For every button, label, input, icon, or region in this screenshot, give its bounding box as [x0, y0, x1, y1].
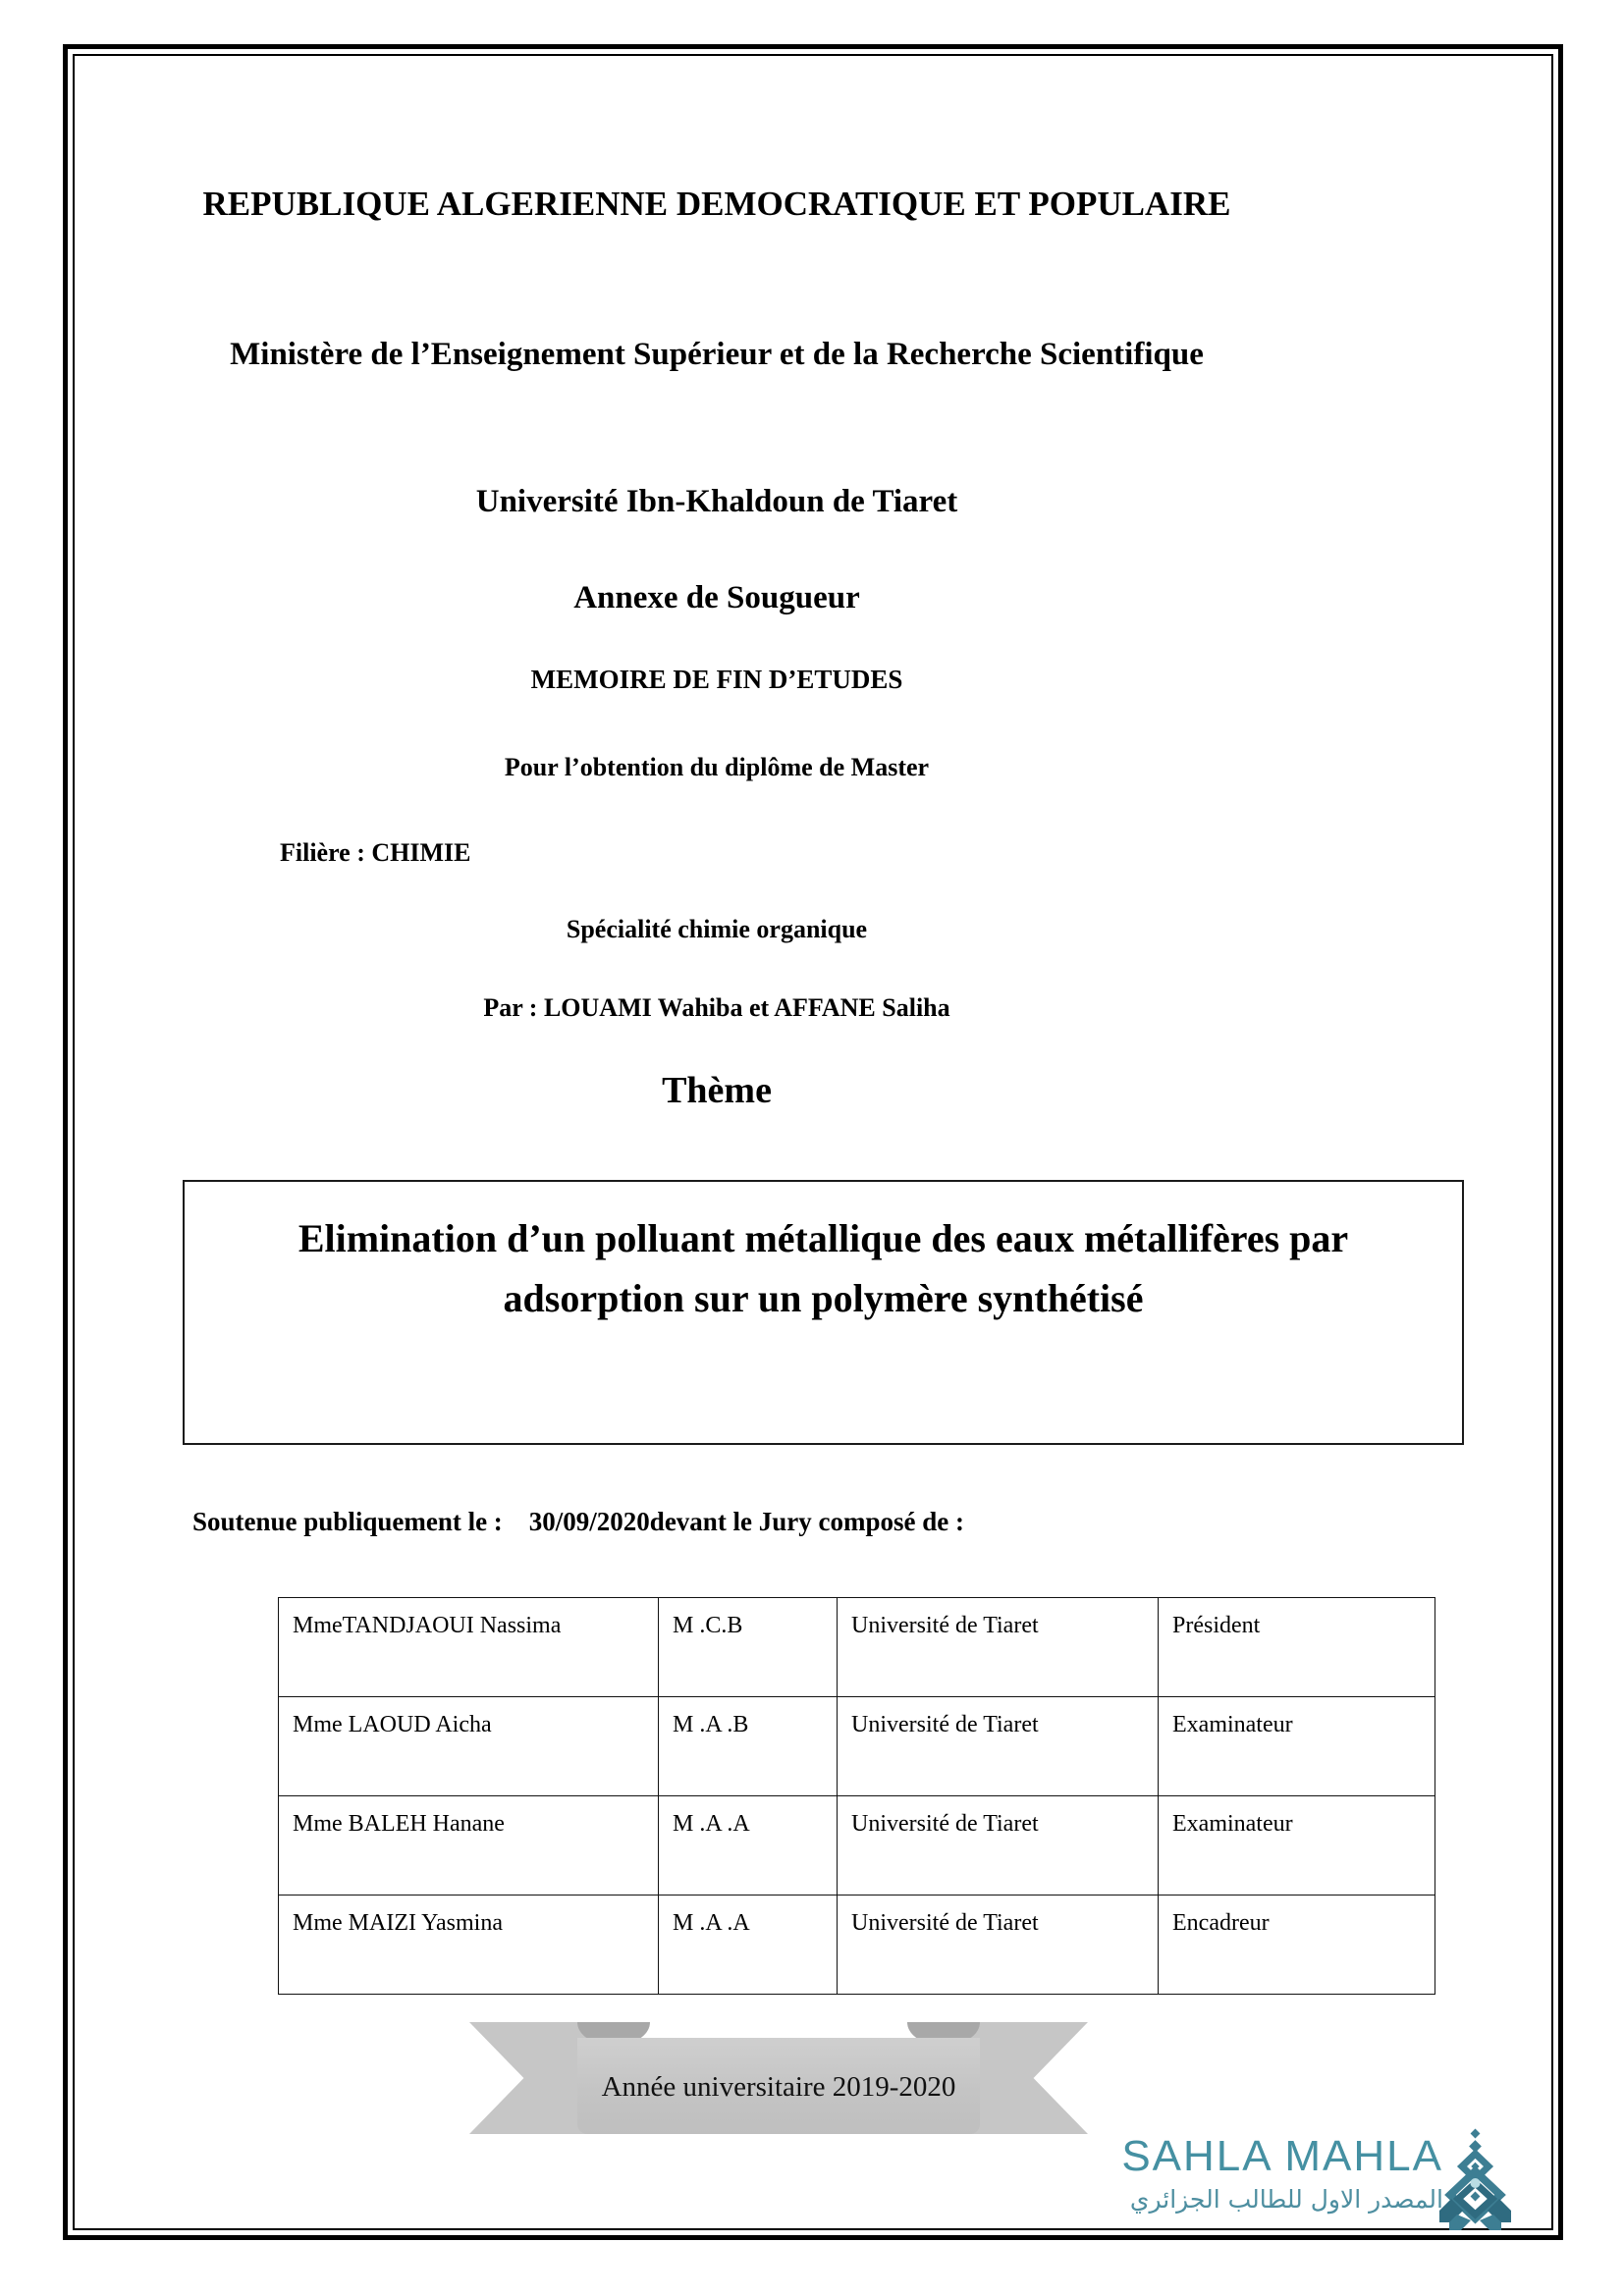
ministry-heading: Ministère de l’Enseignement Supérieur et de la Recherche Scientifique — [230, 337, 1204, 372]
thesis-title-box — [183, 1180, 1464, 1445]
jury-affiliation: Université de Tiaret — [838, 1598, 1159, 1697]
filiere-label: Filière : CHIMIE — [280, 838, 471, 867]
academic-year-ribbon — [469, 1999, 1088, 2134]
jury-role: Président — [1159, 1598, 1435, 1697]
authors-label: Par : LOUAMI Wahiba et AFFANE Saliha — [483, 993, 950, 1022]
jury-affiliation: Université de Tiaret — [838, 1697, 1159, 1796]
republic-heading: REPUBLIQUE ALGERIENNE DEMOCRATIQUE ET POPULAIRE — [202, 185, 1231, 223]
theme-label: Thème — [662, 1070, 772, 1111]
watermark-brand-text: SAHLA MAHLA — [1121, 2132, 1443, 2180]
memoir-label: MEMOIRE DE FIN D’ETUDES — [530, 665, 903, 694]
jury-name: Mme MAIZI Yasmina — [279, 1896, 659, 1995]
defense-line: Soutenue publiquement le : 30/09/2020devant le Jury composé de : — [192, 1507, 965, 1536]
jury-name: MmeTANDJAOUI Nassima — [279, 1598, 659, 1697]
diamond-ornament-icon — [1428, 2128, 1522, 2238]
table-row — [279, 1697, 1435, 1796]
jury-role: Encadreur — [1159, 1896, 1435, 1995]
jury-table — [278, 1597, 1435, 1995]
degree-purpose: Pour l’obtention du diplôme de Master — [504, 753, 930, 781]
jury-affiliation: Université de Tiaret — [838, 1796, 1159, 1896]
thesis-title: Elimination d’un polluant métallique des eaux métallifères par adsorption sur un polymère synthétisé — [298, 1216, 1349, 1320]
table-row — [279, 1598, 1435, 1697]
table-row — [279, 1796, 1435, 1896]
jury-grade: M .A .A — [659, 1796, 838, 1896]
jury-name: Mme LAOUD Aicha — [279, 1697, 659, 1796]
jury-grade: M .A .A — [659, 1896, 838, 1995]
academic-year-label: Année universitaire 2019-2020 — [601, 2071, 956, 2103]
jury-grade: M .A .B — [659, 1697, 838, 1796]
annex-heading: Annexe de Sougueur — [573, 580, 860, 615]
specialite-label: Spécialité chimie organique — [566, 915, 868, 943]
ribbon-body — [577, 2038, 980, 2134]
watermark-tagline-text: المصدر الاول للطالب الجزائري — [1129, 2185, 1443, 2214]
jury-role: Examinateur — [1159, 1697, 1435, 1796]
university-heading: Université Ibn-Khaldoun de Tiaret — [475, 484, 958, 519]
jury-table-body — [279, 1598, 1435, 1995]
jury-name: Mme BALEH Hanane — [279, 1796, 659, 1896]
watermark-logo — [1060, 2128, 1522, 2244]
jury-grade: M .C.B — [659, 1598, 838, 1697]
table-row — [279, 1896, 1435, 1995]
jury-role: Examinateur — [1159, 1796, 1435, 1896]
jury-affiliation: Université de Tiaret — [838, 1896, 1159, 1995]
